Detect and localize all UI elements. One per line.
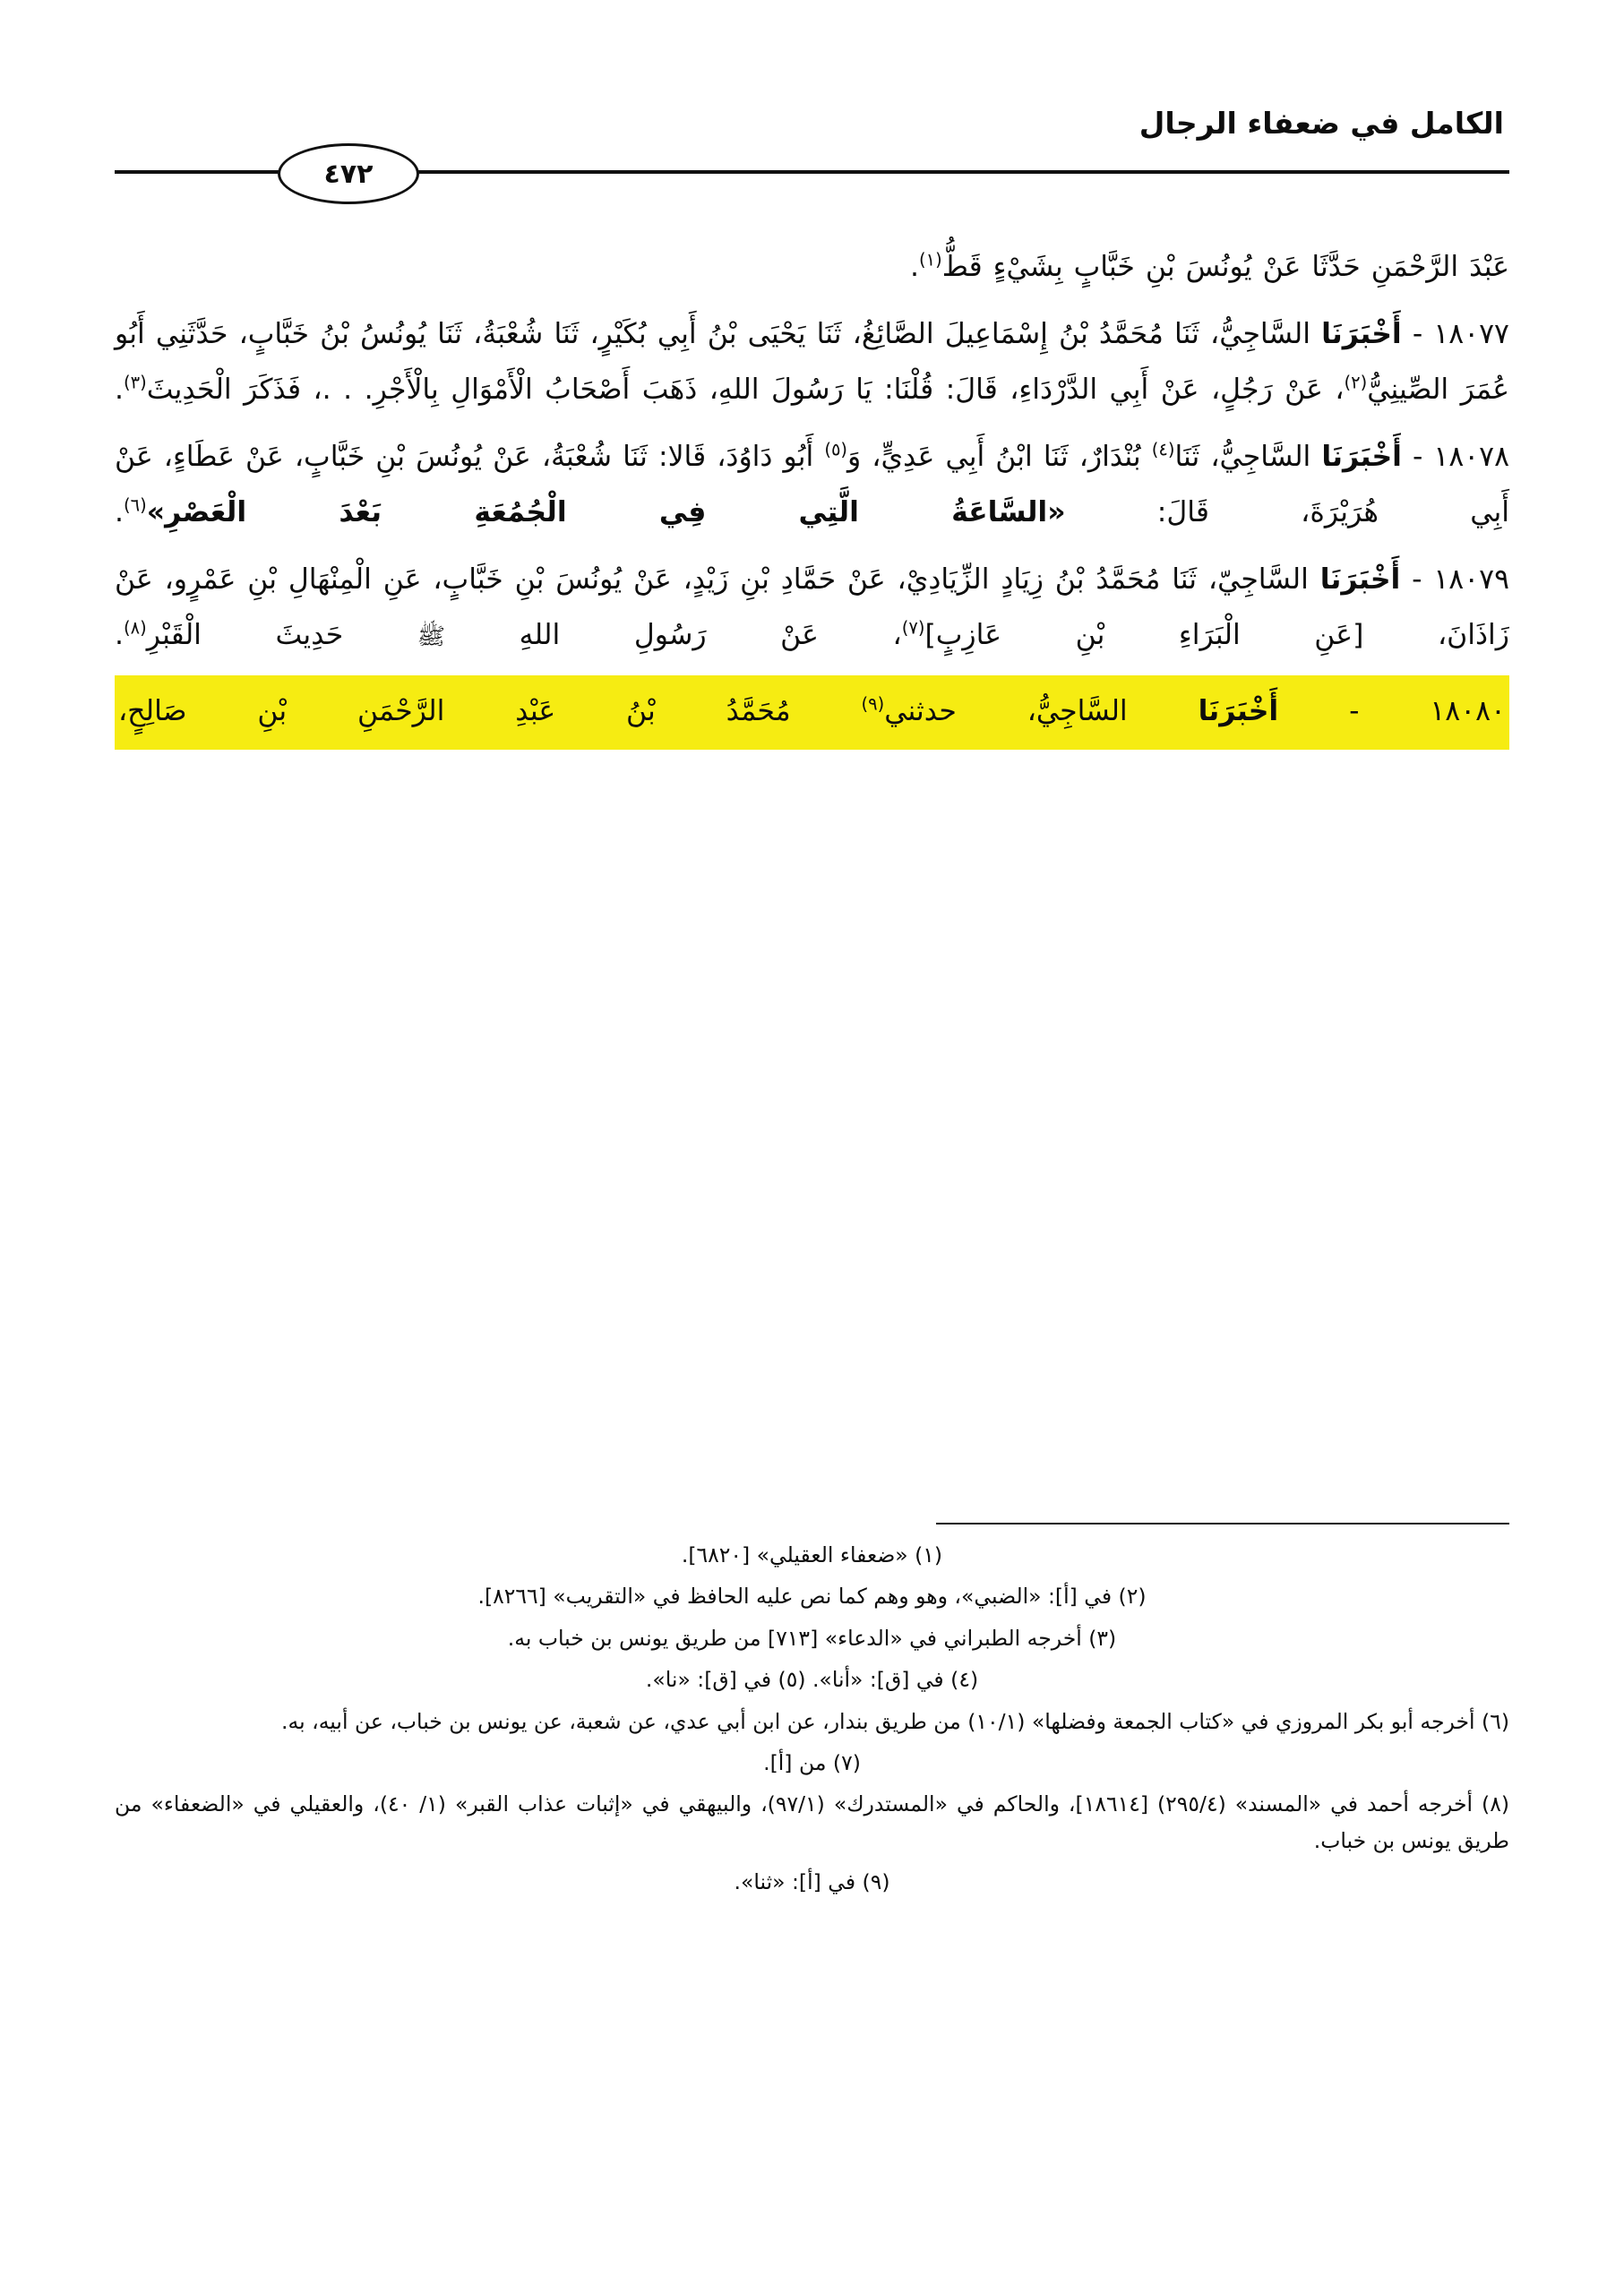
book-title: الكامل في ضعفاء الرجال [1139, 106, 1504, 141]
hadith-entry-18078: ١٨٠٧٨ - أَخْبَرَنَا السَّاجِيُّ، ثَنَا$^{(٤)}$ بُنْدَارٌ، ثَنَا ابْنُ أَبِي عَدِيٍّ، وَ$^{(٥)}$ أَبُو دَاوُدَ، قَالا: ثَنَا شُعْبَةُ، عَنْ يُونُسَ بْنِ خَبَّابٍ، عَنْ عَطَاءٍ، عَنْ أَبِي هُرَيْرَةَ، قَالَ: «السَّاعَةُ الَّتِي فِي الْجُمُعَةِ بَعْدَ الْعَصْرِ»$^{(٦)}$. [115, 439, 1510, 528]
footnote-8: (٨) أخرجه أحمد في «المسند» (٢٩٥/٤) [١٨٦١٤]، والحاكم في «المستدرك» (٩٧/١)، والبيهقي في «إثبات عذاب القبر» (١/ ٤٠)، والعقيلي في «الضعفاء» من طريق يونس بن خباب. [115, 1791, 1510, 1853]
footnote-divider [936, 1523, 1509, 1524]
hadith-entry-18080-highlighted: ١٨٠٨٠ - أَخْبَرَنَا السَّاجِيُّ، حدثني$^{(٩)}$ مُحَمَّدُ بْنُ عَبْدِ الرَّحْمَنِ بْنِ صَالِحٍ، [115, 675, 1509, 750]
hadith-entry-18077: ١٨٠٧٧ - أَخْبَرَنَا السَّاجِيُّ، ثَنَا مُحَمَّدُ بْنُ إِسْمَاعِيلَ الصَّائِغُ، ثَنَا يَحْيَى بْنُ أَبِي بُكَيْرٍ، ثَنَا شُعْبَةُ، ثَنَا يُونُسُ بْنُ خَبَّابٍ، حَدَّثَنِي أَبُو عُمَرَ الصِّينِيُّ$^{(٢)}$، عَنْ رَجُلٍ، عَنْ أَبِي الدَّرْدَاءِ، قَالَ: قُلْنَا: يَا رَسُولَ اللهِ، ذَهَبَ أَصْحَابُ الْأَمْوَالِ بِالْأَجْرِ. . .، فَذَكَرَ الْحَدِيثَ$^{(٣)}$. [115, 318, 1509, 406]
body-text [115, 240, 1509, 762]
footnote-6: (٦) أخرجه أبو بكر المروزي في «كتاب الجمعة وفضلها» (١٠/١) من طريق بندار، عن ابن أبي عدي، عن شعبة، عن يونس بن خباب، عن أبيه، به. [281, 1708, 1509, 1734]
footnotes-block [115, 1537, 1509, 1906]
paragraph-continuation: عَبْدَ الرَّحْمَنِ حَدَّثَا عَنْ يُونُسَ بْنِ خَبَّابٍ بِشَيْءٍ قَطُّ$^{(١)}$. [909, 249, 1509, 283]
footnote-2: (٢) في [أ]: «الضبي»، وهو وهم كما نص عليه الحافظ في «التقريب» [٨٢٦٦]. [477, 1584, 1147, 1610]
page-header [115, 106, 1509, 204]
footnote-4-5: (٤) في [ق]: «أنا». (٥) في [ق]: «نا». [645, 1667, 979, 1693]
footnote-9: (٩) في [أ]: «ثنا». [734, 1869, 890, 1895]
footnote-1: (١) «ضعفاء العقيلي» [٦٨٢٠]. [681, 1542, 943, 1567]
hadith-entry-18079: ١٨٠٧٩ - أَخْبَرَنَا السَّاجِيّ، ثَنَا مُحَمَّدُ بْنُ زِيَادٍ الزِّيَادِيْ، عَنْ حَمَّادِ بْنِ زَيْدٍ، عَنْ يُونُسَ بْنِ خَبَّابٍ، عَنِ الْمِنْهَالِ بْنِ عَمْرٍو، عَنْ زَاذَانَ، [عَنِ الْبَرَاءِ بْنِ عَازِبٍ]$^{(٧)}$، عَنْ رَسُولِ اللهِ ﷺ حَدِيثَ الْقَبْرِ$^{(٨)}$. [115, 563, 1509, 651]
page-number-badge: ٤٧٢ [278, 143, 419, 204]
footnote-7: (٧) من [أ]. [763, 1750, 861, 1776]
footnote-3: (٣) أخرجه الطبراني في «الدعاء» [٧١٣] من طريق يونس بن خباب به. [507, 1625, 1117, 1651]
